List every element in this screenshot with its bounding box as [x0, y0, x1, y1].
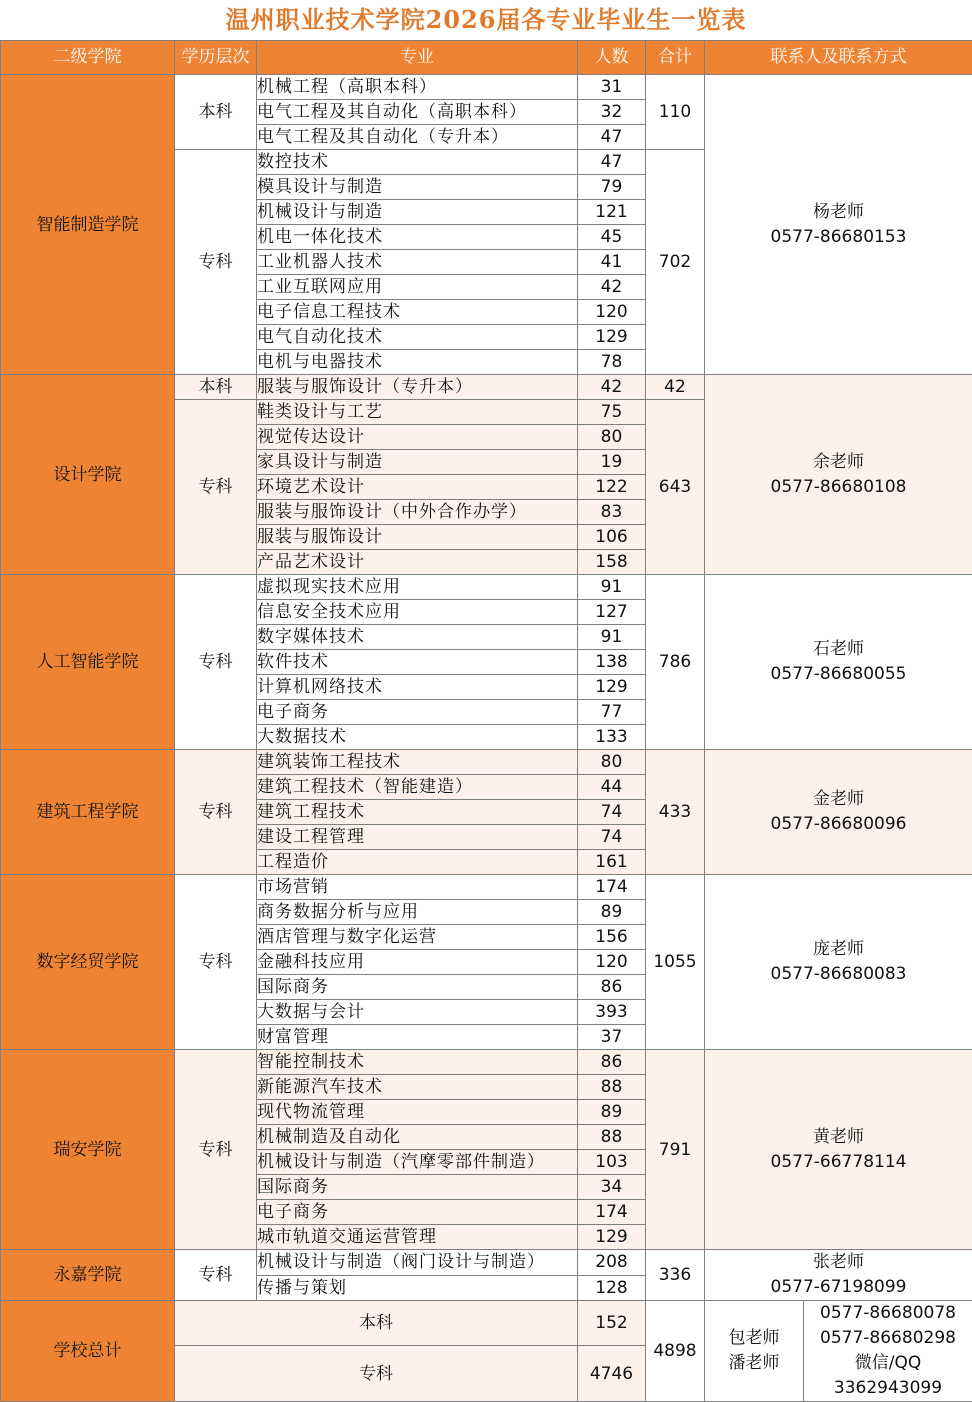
major-count: 47	[578, 125, 646, 150]
major-name: 机械工程（高职本科）	[257, 75, 578, 100]
school-total-row	[1, 1301, 972, 1346]
major-count: 45	[578, 225, 646, 250]
col-header-contact: 联系人及联系方式	[705, 41, 972, 75]
major-name: 金融科技应用	[257, 950, 578, 975]
college-name: 智能制造学院	[1, 75, 175, 375]
major-count: 129	[578, 675, 646, 700]
level-total: 433	[646, 750, 705, 875]
school-contact-detail: 0577-86680298	[804, 1326, 972, 1351]
school-contact	[705, 1301, 972, 1402]
major-count: 86	[578, 1050, 646, 1075]
school-contact-name: 潘老师	[705, 1351, 803, 1376]
major-name: 大数据技术	[257, 725, 578, 750]
major-name: 国际商务	[257, 1175, 578, 1200]
college-contact	[705, 1050, 972, 1250]
college-name: 建筑工程学院	[1, 750, 175, 875]
college-contact	[705, 575, 972, 750]
major-count: 37	[578, 1025, 646, 1050]
major-count: 83	[578, 500, 646, 525]
contact-phone: 0577-66778114	[705, 1150, 972, 1175]
major-count: 31	[578, 75, 646, 100]
major-name: 信息安全技术应用	[257, 600, 578, 625]
major-count: 91	[578, 625, 646, 650]
college-name: 人工智能学院	[1, 575, 175, 750]
college-name: 瑞安学院	[1, 1050, 175, 1250]
major-count: 80	[578, 425, 646, 450]
undergrad-label: 本科	[175, 1301, 578, 1346]
junior-label: 专科	[175, 1346, 578, 1402]
major-count: 47	[578, 150, 646, 175]
college-contact	[705, 375, 972, 575]
college-name: 设计学院	[1, 375, 175, 575]
major-name: 软件技术	[257, 650, 578, 675]
table-row	[1, 75, 972, 100]
education-level: 专科	[175, 875, 257, 1050]
col-header-college: 二级学院	[1, 41, 175, 75]
major-name: 服装与服饰设计（专升本）	[257, 375, 578, 400]
table-row	[1, 575, 972, 600]
page-title: 温州职业技术学院2026届各专业毕业生一览表	[0, 0, 972, 40]
major-name: 家具设计与制造	[257, 450, 578, 475]
contact-name: 张老师	[705, 1250, 972, 1275]
major-count: 74	[578, 800, 646, 825]
table-row	[1, 1250, 972, 1276]
education-level: 专科	[175, 1050, 257, 1250]
major-count: 156	[578, 925, 646, 950]
college-contact	[705, 75, 972, 375]
major-name: 建设工程管理	[257, 825, 578, 850]
major-count: 174	[578, 1200, 646, 1225]
contact-phone: 0577-86680108	[705, 475, 972, 500]
college-name: 数字经贸学院	[1, 875, 175, 1050]
contact-phone: 0577-86680083	[705, 962, 972, 987]
major-name: 建筑工程技术	[257, 800, 578, 825]
major-count: 127	[578, 600, 646, 625]
table-row	[1, 1050, 972, 1075]
major-count: 122	[578, 475, 646, 500]
major-name: 电气工程及其自动化（专升本）	[257, 125, 578, 150]
major-count: 133	[578, 725, 646, 750]
major-name: 数控技术	[257, 150, 578, 175]
major-name: 电子商务	[257, 700, 578, 725]
major-name: 机电一体化技术	[257, 225, 578, 250]
contact-phone: 0577-86680096	[705, 812, 972, 837]
major-name: 机械设计与制造（汽摩零部件制造）	[257, 1150, 578, 1175]
college-contact	[705, 1250, 972, 1301]
major-name: 商务数据分析与应用	[257, 900, 578, 925]
major-name: 机械设计与制造	[257, 200, 578, 225]
school-contact-info	[804, 1301, 972, 1401]
level-total: 791	[646, 1050, 705, 1250]
major-count: 34	[578, 1175, 646, 1200]
grand-total: 4898	[646, 1301, 705, 1402]
major-name: 传播与策划	[257, 1275, 578, 1301]
major-count: 120	[578, 300, 646, 325]
major-count: 77	[578, 700, 646, 725]
education-level: 专科	[175, 150, 257, 375]
major-name: 财富管理	[257, 1025, 578, 1050]
major-count: 91	[578, 575, 646, 600]
major-count: 121	[578, 200, 646, 225]
major-name: 建筑工程技术（智能建造）	[257, 775, 578, 800]
contact-phone: 0577-86680055	[705, 662, 972, 687]
major-count: 129	[578, 1225, 646, 1250]
major-count: 88	[578, 1075, 646, 1100]
major-name: 电机与电器技术	[257, 350, 578, 375]
contact-name: 杨老师	[705, 200, 972, 225]
school-contact-names	[705, 1301, 804, 1401]
school-contact-name: 包老师	[705, 1326, 803, 1351]
table-row	[1, 875, 972, 900]
major-name: 电子商务	[257, 1200, 578, 1225]
major-name: 服装与服饰设计（中外合作办学）	[257, 500, 578, 525]
major-count: 129	[578, 325, 646, 350]
level-total: 786	[646, 575, 705, 750]
contact-name: 石老师	[705, 637, 972, 662]
major-name: 计算机网络技术	[257, 675, 578, 700]
major-name: 酒店管理与数字化运营	[257, 925, 578, 950]
school-contact-detail: 3362943099	[804, 1376, 972, 1401]
level-total: 702	[646, 150, 705, 375]
school-contact-detail: 0577-86680078	[804, 1301, 972, 1326]
major-name: 工程造价	[257, 850, 578, 875]
school-contact-grid	[705, 1301, 972, 1401]
major-count: 138	[578, 650, 646, 675]
major-name: 建筑装饰工程技术	[257, 750, 578, 775]
major-count: 19	[578, 450, 646, 475]
major-name: 数字媒体技术	[257, 625, 578, 650]
level-total: 643	[646, 400, 705, 575]
level-total: 42	[646, 375, 705, 400]
major-count: 42	[578, 375, 646, 400]
major-name: 机械设计与制造（阀门设计与制造）	[257, 1250, 578, 1276]
education-level: 专科	[175, 400, 257, 575]
major-count: 89	[578, 900, 646, 925]
undergrad-count: 152	[578, 1301, 646, 1346]
major-name: 机械制造及自动化	[257, 1125, 578, 1150]
header-row	[1, 41, 972, 75]
major-count: 32	[578, 100, 646, 125]
level-total: 1055	[646, 875, 705, 1050]
major-name: 电气自动化技术	[257, 325, 578, 350]
college-contact	[705, 750, 972, 875]
table-row	[1, 750, 972, 775]
major-name: 新能源汽车技术	[257, 1075, 578, 1100]
major-name: 鞋类设计与工艺	[257, 400, 578, 425]
education-level: 专科	[175, 575, 257, 750]
contact-phone: 0577-86680153	[705, 225, 972, 250]
major-name: 视觉传达设计	[257, 425, 578, 450]
table-row	[1, 375, 972, 400]
major-name: 电子信息工程技术	[257, 300, 578, 325]
school-total-label: 学校总计	[1, 1301, 175, 1402]
major-count: 128	[578, 1275, 646, 1301]
school-contact-row	[705, 1301, 972, 1401]
major-count: 120	[578, 950, 646, 975]
col-header-count: 人数	[578, 41, 646, 75]
major-count: 103	[578, 1150, 646, 1175]
junior-count: 4746	[578, 1346, 646, 1402]
col-header-level: 学历层次	[175, 41, 257, 75]
major-name: 城市轨道交通运营管理	[257, 1225, 578, 1250]
college-name: 永嘉学院	[1, 1250, 175, 1301]
education-level: 专科	[175, 750, 257, 875]
major-name: 工业机器人技术	[257, 250, 578, 275]
major-name: 虚拟现实技术应用	[257, 575, 578, 600]
major-name: 大数据与会计	[257, 1000, 578, 1025]
education-level: 本科	[175, 375, 257, 400]
major-name: 模具设计与制造	[257, 175, 578, 200]
contact-name: 金老师	[705, 787, 972, 812]
major-count: 79	[578, 175, 646, 200]
major-name: 服装与服饰设计	[257, 525, 578, 550]
major-count: 75	[578, 400, 646, 425]
level-total: 110	[646, 75, 705, 150]
major-name: 国际商务	[257, 975, 578, 1000]
major-count: 74	[578, 825, 646, 850]
major-name: 工业互联网应用	[257, 275, 578, 300]
major-count: 44	[578, 775, 646, 800]
col-header-total: 合计	[646, 41, 705, 75]
major-name: 环境艺术设计	[257, 475, 578, 500]
major-count: 78	[578, 350, 646, 375]
major-count: 41	[578, 250, 646, 275]
education-level: 本科	[175, 75, 257, 150]
col-header-major: 专业	[257, 41, 578, 75]
major-count: 88	[578, 1125, 646, 1150]
major-count: 42	[578, 275, 646, 300]
contact-name: 余老师	[705, 450, 972, 475]
major-count: 393	[578, 1000, 646, 1025]
major-name: 市场营销	[257, 875, 578, 900]
contact-phone: 0577-67198099	[705, 1275, 972, 1300]
school-contact-detail: 微信/QQ	[804, 1351, 972, 1376]
major-name: 智能控制技术	[257, 1050, 578, 1075]
major-count: 89	[578, 1100, 646, 1125]
contact-name: 黄老师	[705, 1125, 972, 1150]
major-name: 电气工程及其自动化（高职本科）	[257, 100, 578, 125]
major-count: 158	[578, 550, 646, 575]
major-count: 80	[578, 750, 646, 775]
education-level: 专科	[175, 1250, 257, 1301]
graduates-table	[0, 40, 972, 1402]
contact-name: 庞老师	[705, 937, 972, 962]
college-contact	[705, 875, 972, 1050]
major-count: 174	[578, 875, 646, 900]
major-count: 208	[578, 1250, 646, 1276]
major-count: 106	[578, 525, 646, 550]
major-name: 产品艺术设计	[257, 550, 578, 575]
major-count: 161	[578, 850, 646, 875]
level-total: 336	[646, 1250, 705, 1301]
major-count: 86	[578, 975, 646, 1000]
major-name: 现代物流管理	[257, 1100, 578, 1125]
